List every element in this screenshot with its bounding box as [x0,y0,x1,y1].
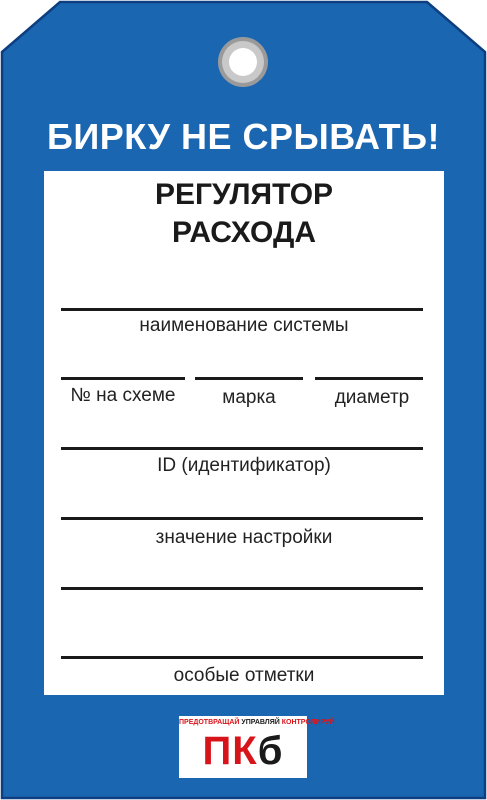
system-name-label: наименование системы [139,315,349,336]
logo-tagline: ПРЕДОТВРАЩАЙ УПРАВЛЯЙ КОНТРОЛИРУЙ [179,719,335,726]
form-panel [44,171,444,695]
brand-label: марка [222,387,276,408]
pkb-logo [179,716,335,778]
scheme-number-label: № на схеме [70,385,176,406]
setting-value-line [61,517,423,520]
blank-line [61,587,423,590]
diameter-label: диаметр [334,387,410,408]
brand-line [195,377,303,380]
setting-value-label: значение настройки [155,527,333,548]
grommet-hole-icon [218,37,268,87]
identifier-label: ID (идентификатор) [157,455,331,476]
do-not-remove-warning: БИРКУ НЕ СРЫВАТЬ! [46,116,441,157]
special-notes-label: особые отметки [173,665,315,686]
title-line-1: РЕГУЛЯТОР [154,178,334,211]
special-notes-line [61,656,423,659]
scheme-number-line [61,377,185,380]
identifier-line [61,447,423,450]
logo-mark: ПКб [202,729,284,773]
system-name-line [61,308,423,311]
title-line-2: РАСХОДА [171,216,317,249]
diameter-line [315,377,423,380]
